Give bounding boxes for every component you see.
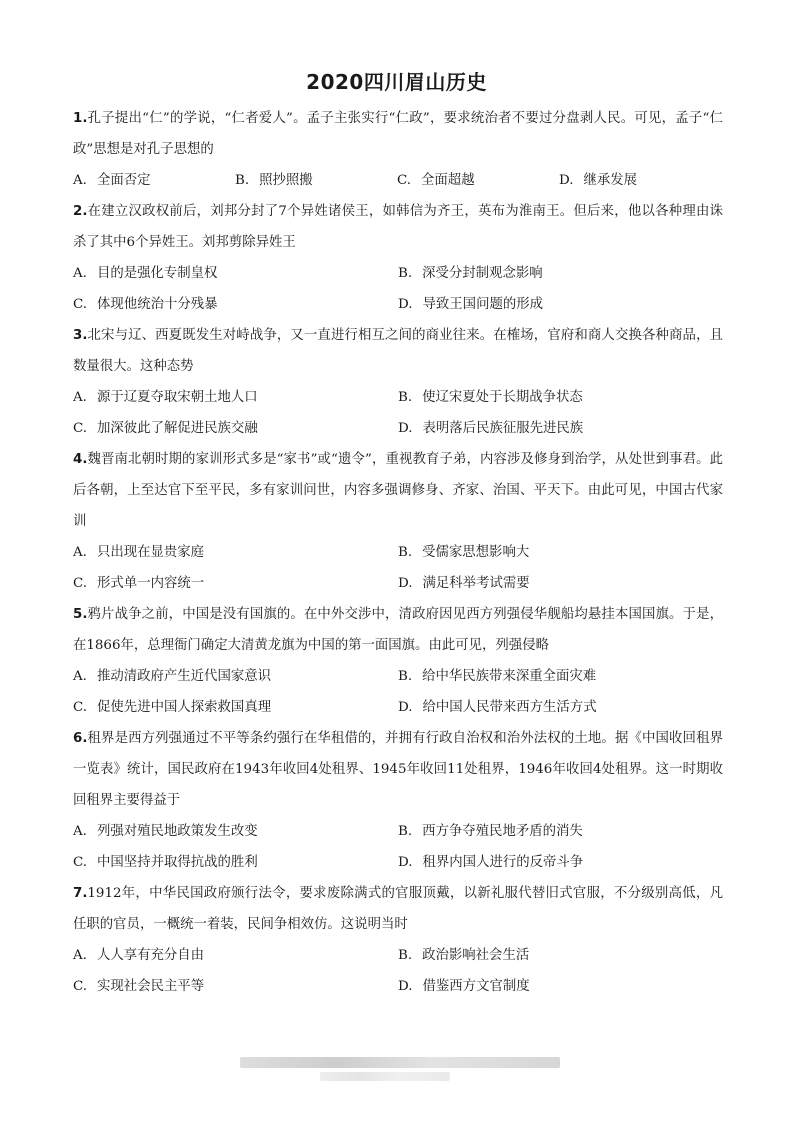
question-number: 1. (73, 111, 88, 126)
option-row (73, 847, 723, 878)
option-c[interactable]: C. 加深彼此了解促进民族交融 (73, 421, 258, 436)
option-b[interactable]: B. 深受分封制观念影响 (398, 266, 543, 281)
question-number: 6. (73, 731, 88, 746)
question-stem (73, 103, 723, 165)
option-a[interactable]: A. 源于辽夏夺取宋朝土地人口 (73, 390, 258, 405)
question-5 (73, 599, 723, 723)
question-number: 7. (73, 886, 88, 901)
option-row (73, 971, 723, 1002)
option-d[interactable]: D. 给中国人民带来西方生活方式 (398, 700, 597, 715)
option-row (73, 816, 723, 847)
option-b[interactable]: B. 照抄照搬 (235, 173, 313, 188)
option-row (73, 258, 723, 289)
option-c[interactable]: C. 实现社会民主平等 (73, 979, 205, 994)
option-b[interactable]: B. 受儒家思想影响大 (398, 545, 530, 560)
question-stem (73, 723, 723, 816)
option-d[interactable]: D. 导致王国问题的形成 (398, 297, 544, 312)
option-d[interactable]: D. 继承发展 (559, 173, 638, 188)
option-d[interactable]: D. 租界内国人进行的反帝斗争 (398, 855, 584, 870)
question-stem (73, 196, 723, 258)
option-row (73, 661, 723, 692)
question-stem (73, 599, 723, 661)
question-number: 3. (73, 328, 88, 343)
question-text: 魏晋南北朝时期的家训形式多是“家书”或“遗令”，重视教育子弟，内容涉及修身到治学，从处世到事君。此后各朝，上至达官下至平民，多有家训问世，内容多强调修身、齐家、治国、平天下。由此可见，中国古代家训 (73, 452, 723, 529)
option-b[interactable]: B. 给中华民族带来深重全面灾难 (398, 669, 597, 684)
option-a[interactable]: A. 推动清政府产生近代国家意识 (73, 669, 272, 684)
option-a[interactable]: A. 目的是强化专制皇权 (73, 266, 218, 281)
question-3 (73, 320, 723, 444)
option-c[interactable]: C. 形式单一内容统一 (73, 576, 205, 591)
option-c[interactable]: C. 全面超越 (397, 173, 475, 188)
option-a[interactable]: A. 全面否定 (73, 173, 151, 188)
question-list (73, 103, 723, 1002)
option-row (73, 940, 723, 971)
option-row (73, 537, 723, 568)
question-stem (73, 320, 723, 382)
option-d[interactable]: D. 借鉴西方文官制度 (398, 979, 530, 994)
blurred-footer-watermark (240, 1055, 560, 1083)
option-b[interactable]: B. 政治影响社会生活 (398, 948, 530, 963)
option-row (73, 692, 723, 723)
option-row (73, 568, 723, 599)
question-number: 4. (73, 452, 88, 467)
option-row (73, 413, 723, 444)
option-a[interactable]: A. 人人享有充分自由 (73, 948, 205, 963)
option-c[interactable]: C. 中国坚持并取得抗战的胜利 (73, 855, 258, 870)
option-c[interactable]: C. 促使先进中国人探索救国真理 (73, 700, 272, 715)
question-text: 鸦片战争之前，中国是没有国旗的。在中外交涉中，清政府因见西方列强侵华舰船均悬挂本国国旗。于是，在1866年，总理衙门确定大清黄龙旗为中国的第一面国旗。由此可见，列强侵略 (73, 607, 723, 653)
option-a[interactable]: A. 列强对殖民地政策发生改变 (73, 824, 258, 839)
option-row (73, 289, 723, 320)
option-d[interactable]: D. 表明落后民族征服先进民族 (398, 421, 584, 436)
question-text: 北宋与辽、西夏既发生对峙战争，又一直进行相互之间的商业往来。在榷场，官府和商人交换各种商品，且数量很大。这种态势 (73, 328, 723, 374)
question-6 (73, 723, 723, 878)
option-row (73, 165, 723, 196)
question-number: 5. (73, 607, 88, 622)
option-d[interactable]: D. 满足科举考试需要 (398, 576, 530, 591)
question-7 (73, 878, 723, 1002)
question-text: 1912年，中华民国政府颁行法令，要求废除满式的官服顶戴，以新礼服代替旧式官服，不分级别高低，凡任职的官员，一概统一着装，民间争相效仿。这说明当时 (73, 886, 723, 932)
question-text: 租界是西方列强通过不平等条约强行在华租借的，并拥有行政自治权和治外法权的土地。据《中国收回租界一览表》统计，国民政府在1943年收回4处租界、1945年收回11处租界，1946年收回4处租界。这一时期收回租界主要得益于 (73, 731, 723, 808)
option-b[interactable]: B. 使辽宋夏处于长期战争状态 (398, 390, 583, 405)
question-stem (73, 444, 723, 537)
page-title: 2020四川眉山历史 (306, 70, 487, 94)
question-number: 2. (73, 204, 88, 219)
option-b[interactable]: B. 西方争夺殖民地矛盾的消失 (398, 824, 583, 839)
option-row (73, 382, 723, 413)
question-4 (73, 444, 723, 599)
question-stem (73, 878, 723, 940)
question-2 (73, 196, 723, 320)
option-c[interactable]: C. 体现他统治十分残暴 (73, 297, 218, 312)
question-1 (73, 103, 723, 196)
option-a[interactable]: A. 只出现在显贵家庭 (73, 545, 205, 560)
question-text: 在建立汉政权前后，刘邦分封了7个异姓诸侯王，如韩信为齐王，英布为淮南王。但后来，他以各种理由诛杀了其中6个异姓王。刘邦剪除异姓王 (73, 204, 723, 250)
question-text: 孔子提出“仁”的学说，“仁者爱人”。孟子主张实行“仁政”，要求统治者不要过分盘剥人民。可见，孟子“仁政”思想是对孔子思想的 (73, 111, 723, 157)
